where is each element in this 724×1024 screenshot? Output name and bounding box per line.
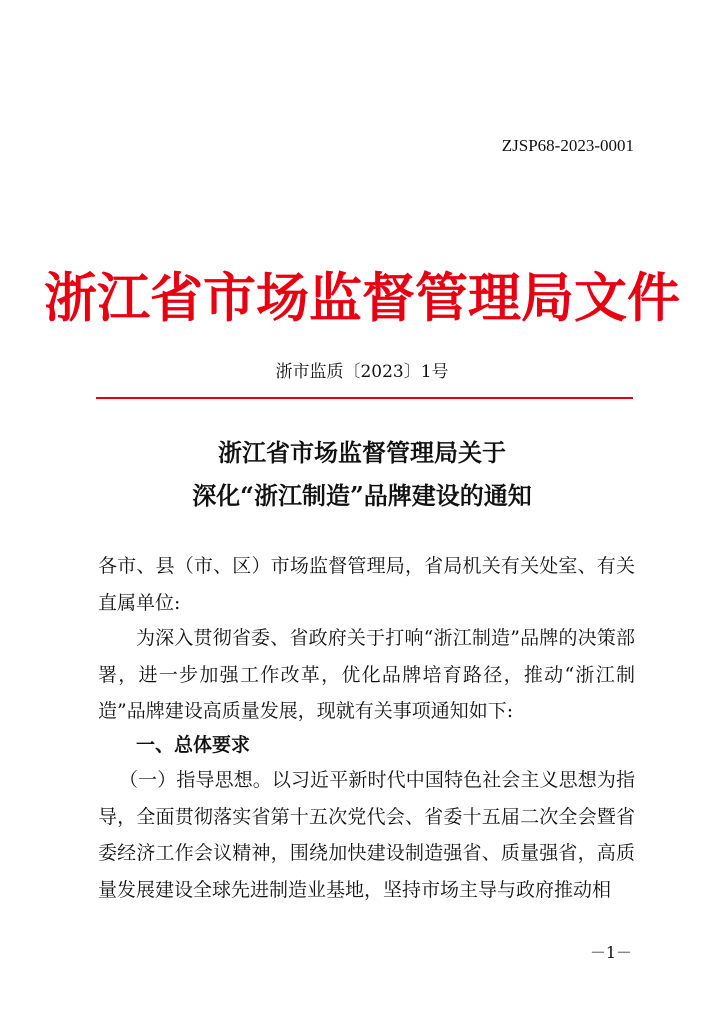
document-title-line-2: 深化“浙江制造”品牌建设的通知 (192, 481, 532, 510)
document-code: ZJSP68-2023-0001 (501, 136, 634, 155)
intro-paragraph: 为深入贯彻省委、省政府关于打响“浙江制造”品牌的决策部署，进一步加强工作改革，优化品牌培育路径，推动“浙江制造”品牌建设高质量发展，现就有关事项通知如下: (98, 627, 635, 722)
document-number: 浙市监质〔2023〕1号 (275, 362, 449, 382)
issuer-masthead: 浙江省市场监督管理局文件 (44, 267, 680, 329)
red-separator-line (96, 397, 633, 399)
section-heading-general-requirements: 一、总体要求 (136, 734, 251, 756)
document-title-line-1: 浙江省市场监督管理局关于 (218, 438, 506, 467)
guiding-ideology-paragraph: （一）指导思想。以习近平新时代中国特色社会主义思想为指导，全面贯彻落实省第十五次党代会、省委十五届二次全会暨省委经济工作会议精神，围绕加快建设制造强省、质量强省，高质量发展建设全球先进制造业基地，坚持市场主导与政府推动相 (98, 769, 635, 901)
salutation: 各市、县（市、区）市场监督管理局，省局机关有关处室、有关直属单位: (98, 555, 635, 614)
page-number: －1－ (589, 943, 632, 962)
